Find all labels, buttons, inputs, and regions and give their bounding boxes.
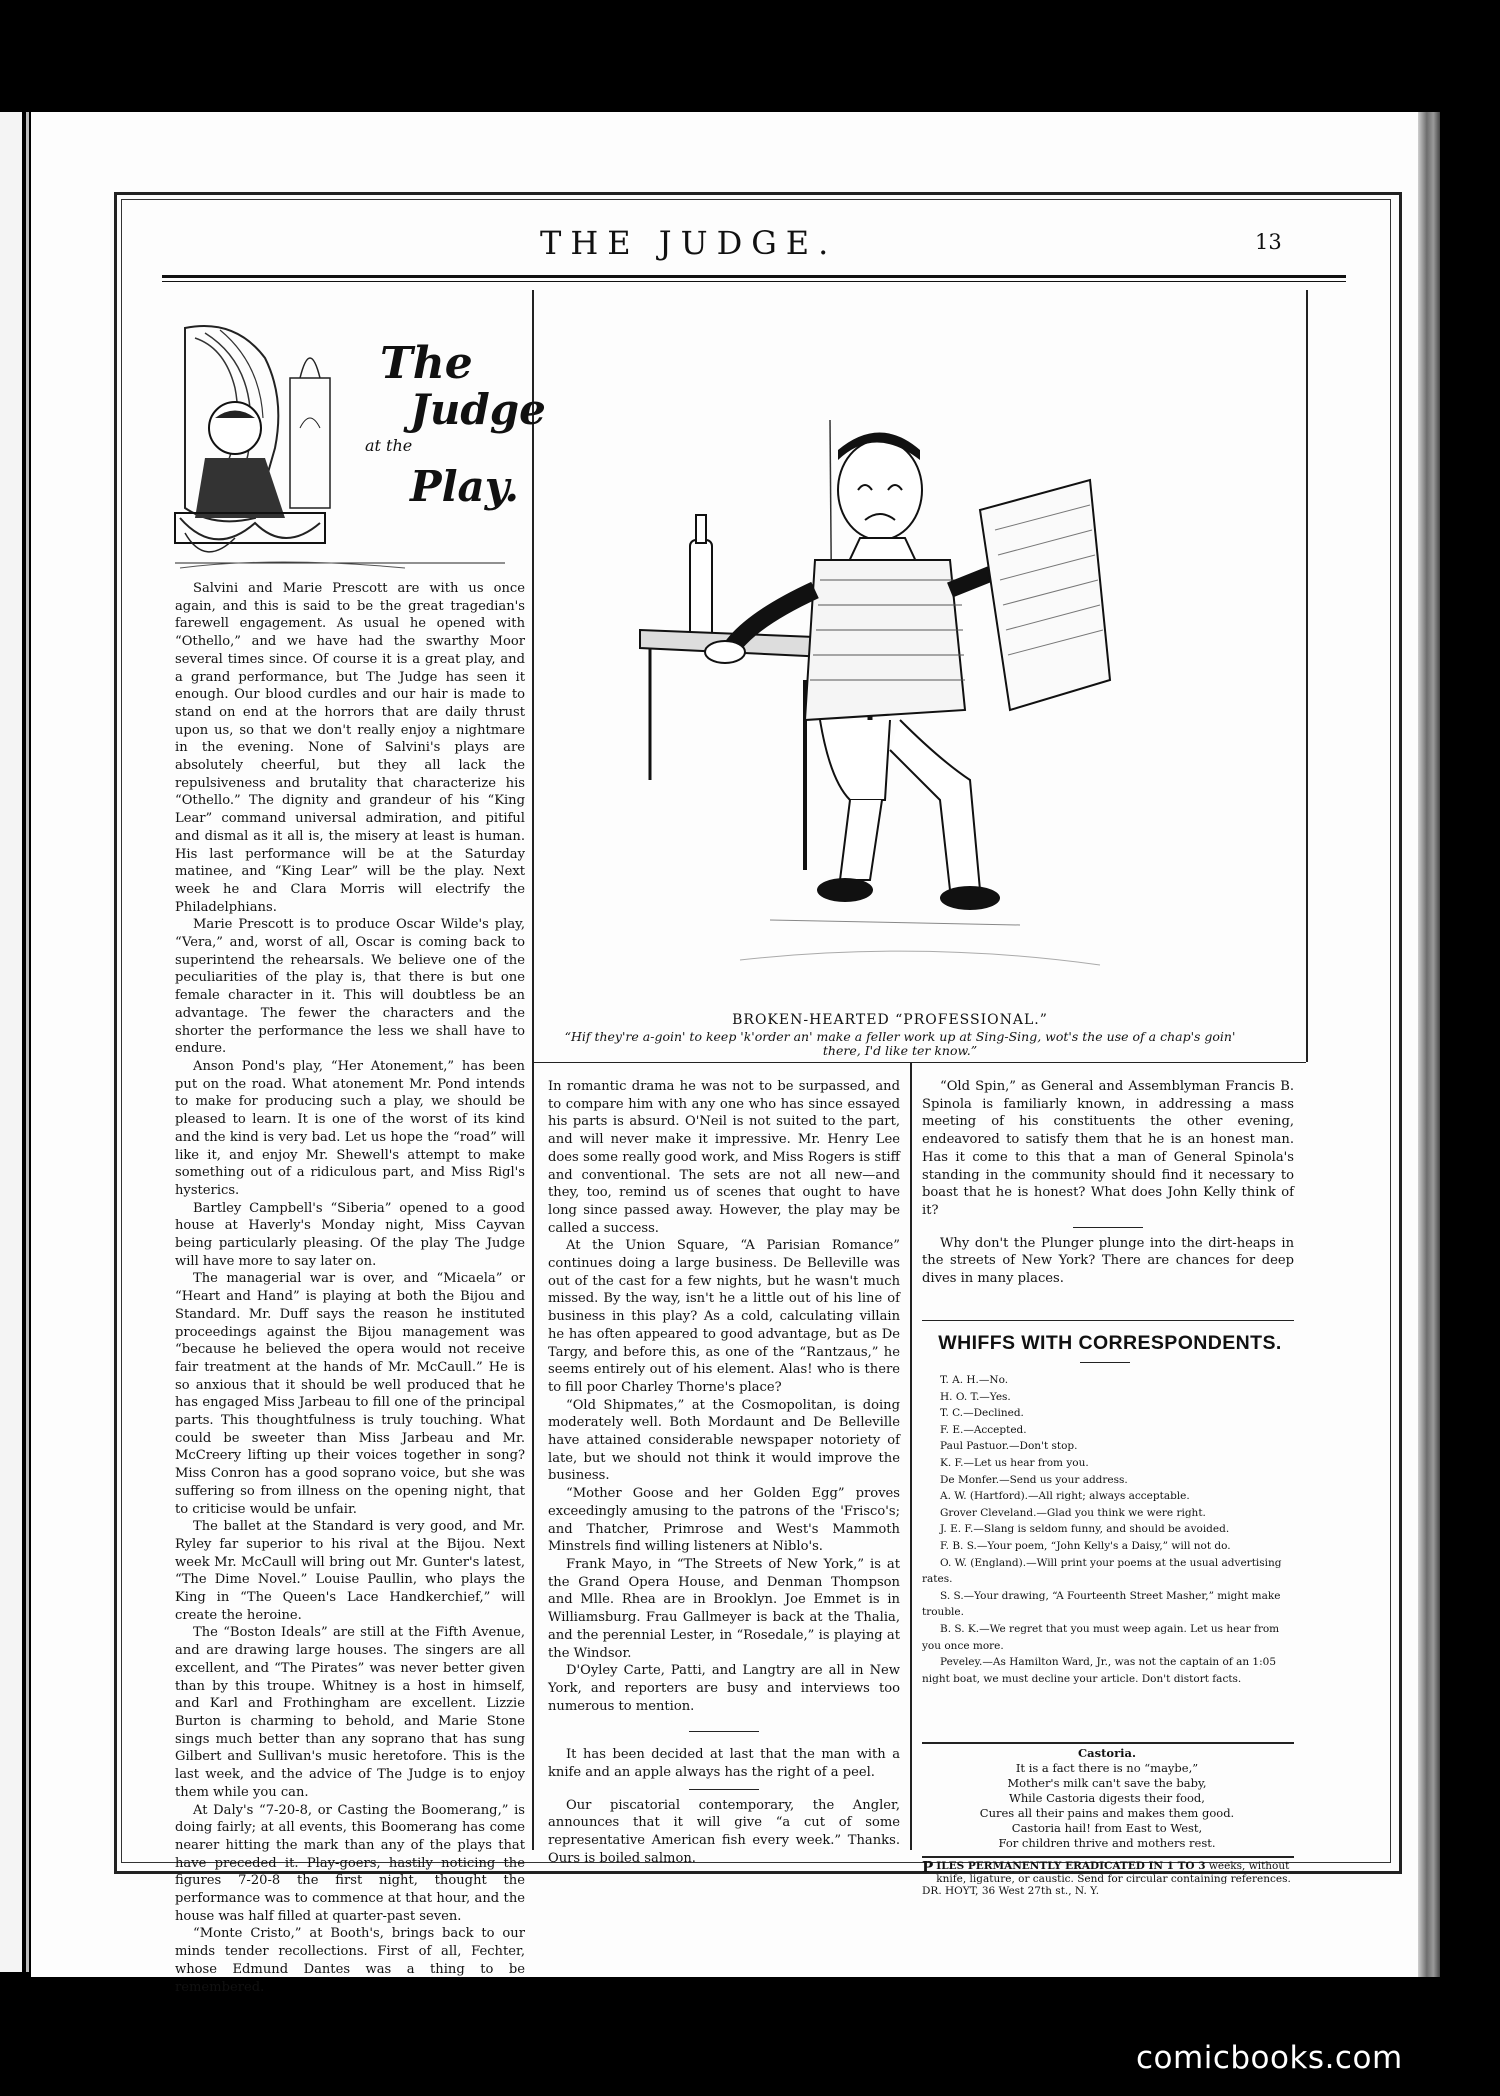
paragraph: “Monte Cristo,” at Booth's, brings back to our minds tender recollections. First of all, Fechter, whose Edmund Dantes was a thing to be remembered. (175, 1926, 525, 1995)
column-divider-left (532, 290, 534, 1850)
castoria-line: Cures all their pains and makes them good. (979, 1806, 1235, 1820)
heading-word-at-the: at the (365, 436, 413, 455)
list-item: Peveley.—As Hamilton Ward, Jr., was not the captain of an 1:05 night boat, we must decline your article. Don't distort facts. (922, 1656, 1277, 1685)
heading-word-play: Play. (410, 462, 519, 511)
masthead-rule-thick (162, 275, 1346, 278)
watermark: comicbooks.com (1136, 2040, 1403, 2076)
list-item: K. F.—Let us hear from you. (940, 1456, 1089, 1469)
paragraph: The ballet at the Standard is very good, and Mr. Ryley far superior to his rival at the Bijou. Next week Mr. McCaull will bring out Mr. Gunter's latest, “The Dime Novel.” Louise Paullin, who plays the King in “The Queen's Lace Handkerchief,” will create the heroine. (175, 1519, 525, 1623)
whiffs-list (922, 1372, 1294, 1687)
list-item: T. A. H.—No. (940, 1374, 1009, 1386)
list-item: S. S.—Your drawing, “A Fourteenth Street Masher,” might make trouble. (922, 1589, 1281, 1619)
paragraph: Anson Pond's play, “Her Atonement,” has been put on the road. What atonement Mr. Pond intends to make for producing such a play, we should be pleased to learn. It is one of the worst of its kind and the kind is very bad. Let us hope the “road” will like it, and enjoy Mr. Shewell's attempt to make something out of a ridiculous part, and Miss Rigl's hysterics. (175, 1058, 525, 1198)
whiffs-top-rule (922, 1320, 1294, 1321)
left-column-article (175, 580, 525, 1996)
piles-drop-cap: P (922, 1858, 934, 1876)
castoria-line: It is a fact there is no “maybe,” (1015, 1761, 1199, 1775)
piles-ad (922, 1860, 1294, 1898)
professional-cartoon (620, 420, 1220, 1000)
piles-top-rule (922, 1856, 1294, 1858)
cartoon-caption-quote: “Hif they're a-goin' to keep 'k'order an' make a feller work up at Sing-Sing, wot's the use of a chap's goin' there, I'd like ter know.” (564, 1029, 1236, 1058)
list-item: J. E. F.—Slang is seldom funny, and should be avoided. (940, 1523, 1230, 1536)
paragraph: The managerial war is over, and “Micaela” or “Heart and Hand” is playing at both the Bijou and Standard. Mr. Duff says the reason he instituted proceedings against the Bijou management was “because he believed the opera would not receive fair treatment at the hands of Mr. McCaull.” He is so anxious that it should be well produced that he has engaged Miss Jarbeau to fill one of the principal parts. This thoughtfulness is truly touching. What could be sweeter than Miss Jarbeau and Mr. McCreery lifting up their voices together in song? Miss Conron has a good soprano voice, but she was suffering so from illness on the opening night, that to criticise would be unfair. (175, 1271, 525, 1517)
castoria-title: Castoria. (1078, 1746, 1136, 1760)
page-number: 13 (1255, 230, 1282, 254)
masthead-title: THE JUDGE. (540, 224, 838, 262)
piles-body: weeks, without knife, ligature, or caustic. Send for circular containing references. DR. HOYT, 36 West 27th st., N. Y. (922, 1860, 1291, 1897)
section-heading-art (175, 318, 546, 578)
paragraph: Our piscatorial contemporary, the Angler, announces that it will give “a cut of some representative American fish every week.” Thanks. Ours is boiled salmon. (548, 1797, 900, 1866)
list-item: De Monfer.—Send us your address. (940, 1473, 1128, 1486)
list-item: F. B. S.—Your poem, “John Kelly's a Daisy,” will not do. (940, 1539, 1231, 1552)
list-item: A. W. (Hartford).—All right; always acceptable. (940, 1490, 1190, 1503)
heading-word-judge: Judge (410, 385, 546, 434)
list-item: F. E.—Accepted. (940, 1423, 1027, 1436)
list-item: Grover Cleveland.—Glad you think we were right. (940, 1506, 1206, 1519)
separator-rule (689, 1731, 759, 1732)
paragraph: The “Boston Ideals” are still at the Fifth Avenue, and are drawing large houses. The singers are all excellent, and “The Pirates” was never better given than by this troupe. Whitney is a host in himself, and Karl and Frothingham are excellent. Lizzie Burton is charming to behold, and Marie Stone sings much better than any soprano that has sung Gilbert and Sullivan's music heretofore. This is the last week, and the advice of The Judge is to enjoy them while you can. (175, 1625, 525, 1800)
paragraph: Frank Mayo, in “The Streets of New York,” is at the Grand Opera House, and Denman Thompson and Mlle. Rhea are in Brooklyn. Joe Emmet is in Williamsburg. Frau Gallmeyer is back at the Thalia, and the perennial Lester, in “Rosedale,” is playing at the Windsor. (548, 1556, 900, 1661)
list-item: O. W. (England).—Will print your poems at the usual advertising rates. (922, 1556, 1282, 1586)
castoria-line: Castoria hail! from East to West, (1011, 1821, 1203, 1835)
masthead-rule-thin (162, 281, 1346, 282)
separator-rule (689, 1789, 759, 1790)
cartoon-caption-title: BROKEN-HEARTED “PROFESSIONAL.” (732, 1012, 1048, 1028)
cartoon-illustration (620, 420, 1220, 1000)
paragraph: Why don't the Plunger plunge into the dirt-heaps in the streets of New York? There are chances for deep dives in many places. (922, 1235, 1294, 1287)
list-item: T. C.—Declined. (940, 1407, 1024, 1420)
castoria-ad (922, 1746, 1292, 1851)
paragraph: At Daly's “7-20-8, or Casting the Boomerang,” is doing fairly; at all events, this Boomerang has come nearer hitting the mark than any of the plays that have preceded it. Play-goers, hastily noticing the figures 7-20-8 the first night, thought the performance was to commence at that hour, and the house was half filled at quarter-past seven. (175, 1802, 525, 1924)
paragraph: Salvini and Marie Prescott are with us once again, and this is said to be the great tragedian's farewell engagement. As usual he opened with “Othello,” and we have had the swarthy Moor several times since. Of course it is a great play, and a grand performance, but The Judge has seen it enough. Our blood curdles and our hair is made to stand on end at the horrors that are daily thrust upon us, so that we don't really enjoy a nightmare in the evening. None of Salvini's plays are absolutely cheerful, but they all lack the repulsiveness and brutality that characterize his “Othello.” The dignity and grandeur of his “King Lear” command universal admiration, and pitiful and dismal as it all is, the misery at least is human. His last performance will be at the Saturday matinee, and “King Lear” will be the play. Next week he and Clara Morris will electrify the Philadelphians. (175, 581, 525, 915)
scan-edge-left (0, 112, 22, 1972)
list-item: B. S. K.—We regret that you must weep again. Let us hear from you once more. (922, 1622, 1280, 1652)
scan-edge-rule (26, 112, 29, 1972)
list-item: H. O. T.—Yes. (940, 1390, 1011, 1403)
paragraph: Bartley Campbell's “Siberia” opened to a good house at Haverly's Monday night, Miss Cayvan being particularly pleasing. Of the play The Judge will have more to say later on. (175, 1200, 525, 1269)
column-divider-right (910, 1063, 912, 1850)
paragraph: In romantic drama he was not to be surpassed, and to compare him with any one who has since essayed his parts is absurd. O'Neil is not suited to the part, and will never make it impressive. Mr. Henry Lee does some really good work, and Miss Rogers is stiff and conventional. The sets are not all new—and they, too, remind us of scenes that ought to have long since passed away. However, the play may be called a success. (548, 1079, 900, 1236)
paragraph: It has been decided at last that the man with a knife and an apple always has the right of a peel. (548, 1747, 900, 1781)
separator-rule (1073, 1227, 1143, 1228)
right-column-article (922, 1078, 1294, 1288)
castoria-line: While Castoria digests their food, (1009, 1791, 1205, 1805)
illustration-frame-right (1306, 290, 1308, 1062)
paragraph: “Mother Goose and her Golden Egg” proves exceedingly amusing to the patrons of the 'Frisco's; and Thatcher, Primrose and West's Mammoth Minstrels find willing listeners at Niblo's. (548, 1486, 900, 1555)
piles-headline: ILES PERMANENTLY ERADICATED IN 1 TO 3 (936, 1860, 1206, 1872)
separator-rule (1080, 1362, 1130, 1363)
judge-at-play-illustration (175, 318, 546, 578)
page-binding-edge (1418, 112, 1440, 1977)
whiffs-heading: WHIFFS WITH CORRESPONDENTS. (938, 1332, 1282, 1354)
castoria-top-rule (922, 1742, 1294, 1744)
castoria-line: Mother's milk can't save the baby, (1007, 1776, 1207, 1790)
list-item: Paul Pastuor.—Don't stop. (940, 1440, 1078, 1453)
paragraph: “Old Shipmates,” at the Cosmopolitan, is doing moderately well. Both Mordaunt and De Belleville have attained considerable newspaper notoriety of late, but we should not think it would improve the business. (548, 1397, 900, 1484)
illustration-frame-bottom (534, 1062, 1306, 1063)
paragraph: Marie Prescott is to produce Oscar Wilde's play, “Vera,” and, worst of all, Oscar is coming back to superintend the rehearsals. We believe one of the peculiarities of the play is, that there is but one female character in it. This will doubtless be an advantage. The fewer the characters and the shorter the performance the less we shall have to endure. (175, 917, 525, 1057)
castoria-line: For children thrive and mothers rest. (998, 1836, 1216, 1850)
paragraph: D'Oyley Carte, Patti, and Langtry are all in New York, and reporters are busy and interviews too numerous to mention. (548, 1663, 900, 1714)
heading-word-the: The (380, 338, 473, 389)
middle-column-article (548, 1078, 900, 1868)
paragraph: At the Union Square, “A Parisian Romance” continues doing a large business. De Belleville was out of the cast for a few nights, but he wasn't much missed. By the way, isn't he a little out of his line of business in this play? As a cold, calculating villain he has often appeared to good advantage, but as De Targy, and before this, as one of the “Rantzaus,” he seems entirely out of his element. Alas! who is there to fill poor Charley Thorne's place? (548, 1238, 900, 1395)
paragraph: “Old Spin,” as General and Assemblyman Francis B. Spinola is familiarly known, in addressing a mass meeting of his constituents the other evening, endeavored to satisfy them that he is an honest man. Has it come to this that a man of General Spinola's standing in the community should find it necessary to boast that he is honest? What does John Kelly think of it? (922, 1079, 1294, 1218)
